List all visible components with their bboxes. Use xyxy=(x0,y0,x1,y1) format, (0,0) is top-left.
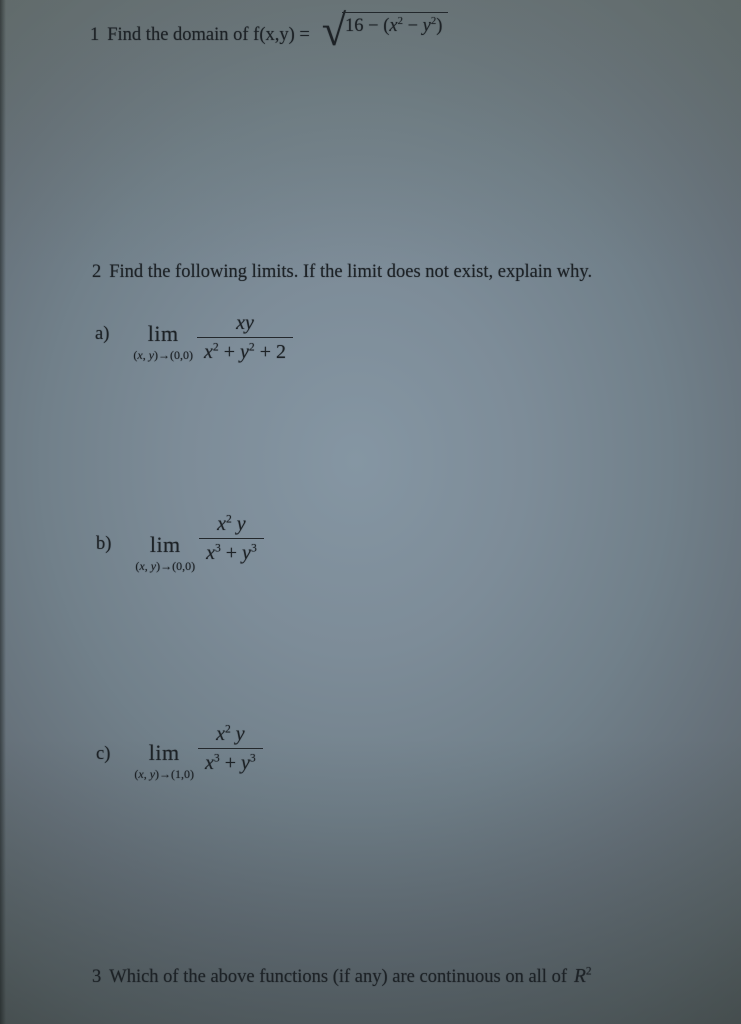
limit-operator-b xyxy=(135,534,195,574)
question-3-number: 3 xyxy=(92,967,102,987)
fraction-b-numerator: $x^2$ y xyxy=(217,512,246,535)
limit-part-b xyxy=(96,512,264,574)
question-1-prompt: Find the domain of f(x,y) = xyxy=(107,25,310,45)
question-1-number: 1 xyxy=(90,25,100,45)
limit-operator-c xyxy=(134,742,194,782)
fraction-b-denominator: $x^3 + y^3$ xyxy=(199,538,264,566)
limit-part-a xyxy=(95,311,293,365)
lim-symbol: lim xyxy=(147,321,179,346)
fraction-a-denominator: $x^2 + y^2 + 2$ xyxy=(197,337,293,365)
radical-sign: √ xyxy=(321,6,347,55)
limit-approach-a: (x, y)→(0,0) xyxy=(133,348,194,362)
fraction-a xyxy=(197,311,293,365)
question-1 xyxy=(90,8,448,54)
question-2-number: 2 xyxy=(92,262,102,282)
fraction-b xyxy=(199,512,264,566)
part-c-label: c) xyxy=(96,744,111,764)
fraction-a-numerator: xy xyxy=(236,312,254,334)
fraction-c-numerator: $x^2$ y xyxy=(216,722,245,745)
fraction-c-denominator: $x^3 + y^3$ xyxy=(198,748,263,776)
question-2-prompt: Find the following limits. If the limit does not exist, explain why. xyxy=(109,262,593,282)
lim-symbol: lim xyxy=(148,740,180,765)
r-squared-symbol: $R^2$ xyxy=(573,965,592,987)
question-2 xyxy=(92,261,592,284)
radicand-expression: $16 - (x^2 - y^2)$ xyxy=(342,12,448,37)
lim-symbol: lim xyxy=(149,532,181,557)
question-3 xyxy=(92,966,592,989)
part-a-label: a) xyxy=(95,324,110,344)
limit-part-c xyxy=(96,722,263,782)
limit-operator-a xyxy=(133,323,193,363)
square-root-expression xyxy=(322,8,449,54)
limit-approach-b: (x, y)→(0,0) xyxy=(135,559,196,573)
limit-approach-c: (x, y)→(1,0) xyxy=(134,767,195,781)
question-3-prompt: Which of the above functions (if any) are continuous on all of xyxy=(109,967,567,987)
fraction-c xyxy=(198,722,263,776)
part-b-label: b) xyxy=(96,534,112,554)
